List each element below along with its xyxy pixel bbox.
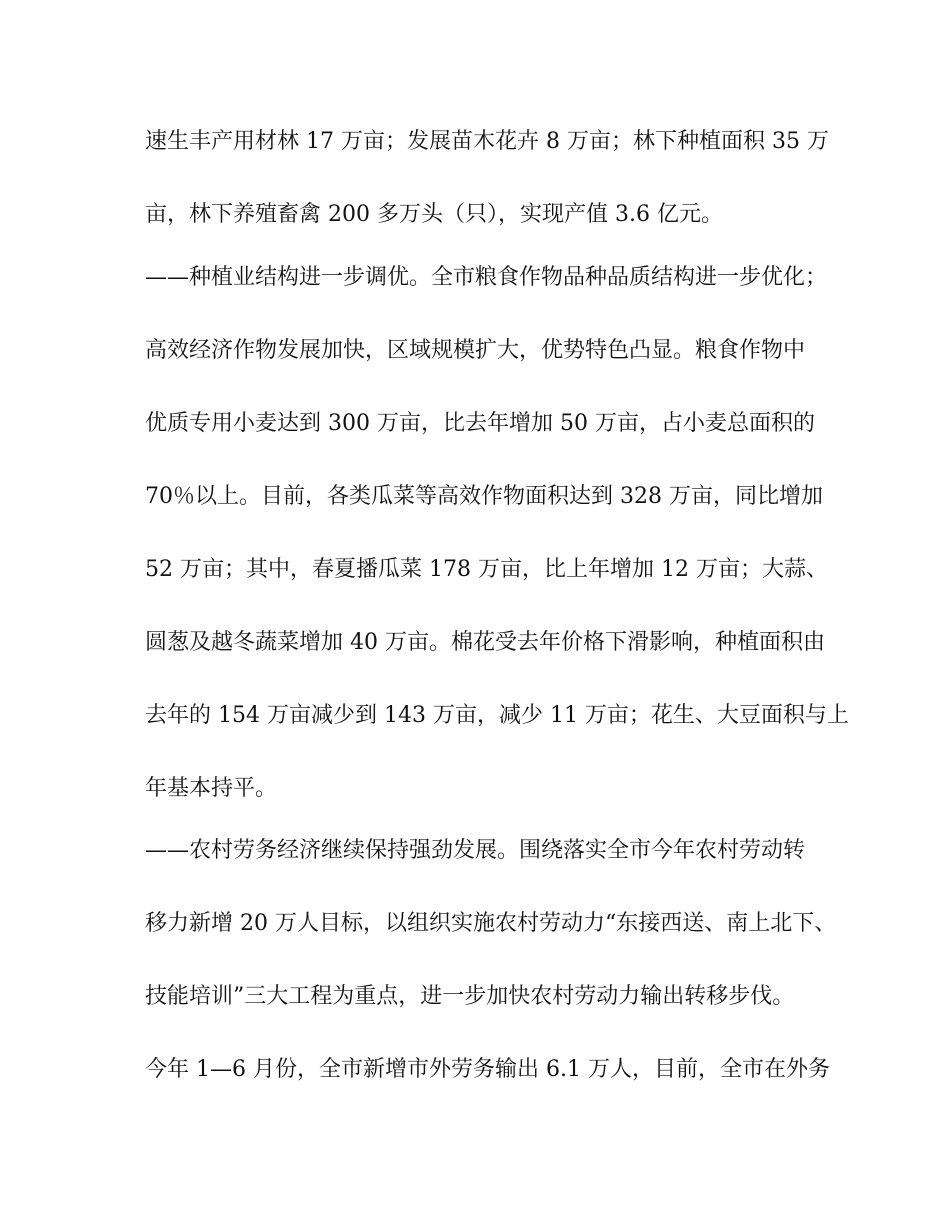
text-line-12: 移力新增 20 万人目标，以组织实施农村劳动力“东接西送、南上北下、 [145,911,837,936]
text-line-7: 52 万亩；其中，春夏播瓜菜 178 万亩，比上年增加 12 万亩；大蒜、 [145,557,828,582]
text-line-4: 高效经济作物发展加快，区域规模扩大，优势特色凸显。粮食作物中 [145,338,806,363]
text-line-6: 70％以上。目前，各类瓜菜等高效作物面积达到 328 万亩，同比增加 [145,484,823,509]
text-line-1: 速生丰产用材林 17 万亩；发展苗木花卉 8 万亩；林下种植面积 35 万 [145,129,829,154]
text-line-3: ——种植业结构进一步调优。全市粮食作物品种品质结构进一步优化； [145,265,828,290]
text-line-11: ——农村劳务经济继续保持强劲发展。围绕落实全市今年农村劳动转 [145,838,806,863]
text-line-13: 技能培训”三大工程为重点，进一步加快农村劳动力输出转移步伐。 [145,984,795,1009]
text-line-10: 年基本持平。 [145,776,278,801]
text-line-9: 去年的 154 万亩减少到 143 万亩，减少 11 万亩；花生、大豆面积与上 [145,703,849,728]
text-line-8: 圆葱及越冬蔬菜增加 40 万亩。棉花受去年价格下滑影响，种植面积由 [145,630,825,655]
text-line-2: 亩，林下养殖畜禽 200 多万头（只），实现产值 3.6 亿元。 [145,202,723,227]
text-line-5: 优质专用小麦达到 300 万亩，比去年增加 50 万亩，占小麦总面积的 [145,411,815,436]
text-line-14: 今年 1—6 月份，全市新增市外劳务输出 6.1 万人，目前，全市在外务 [145,1057,830,1082]
